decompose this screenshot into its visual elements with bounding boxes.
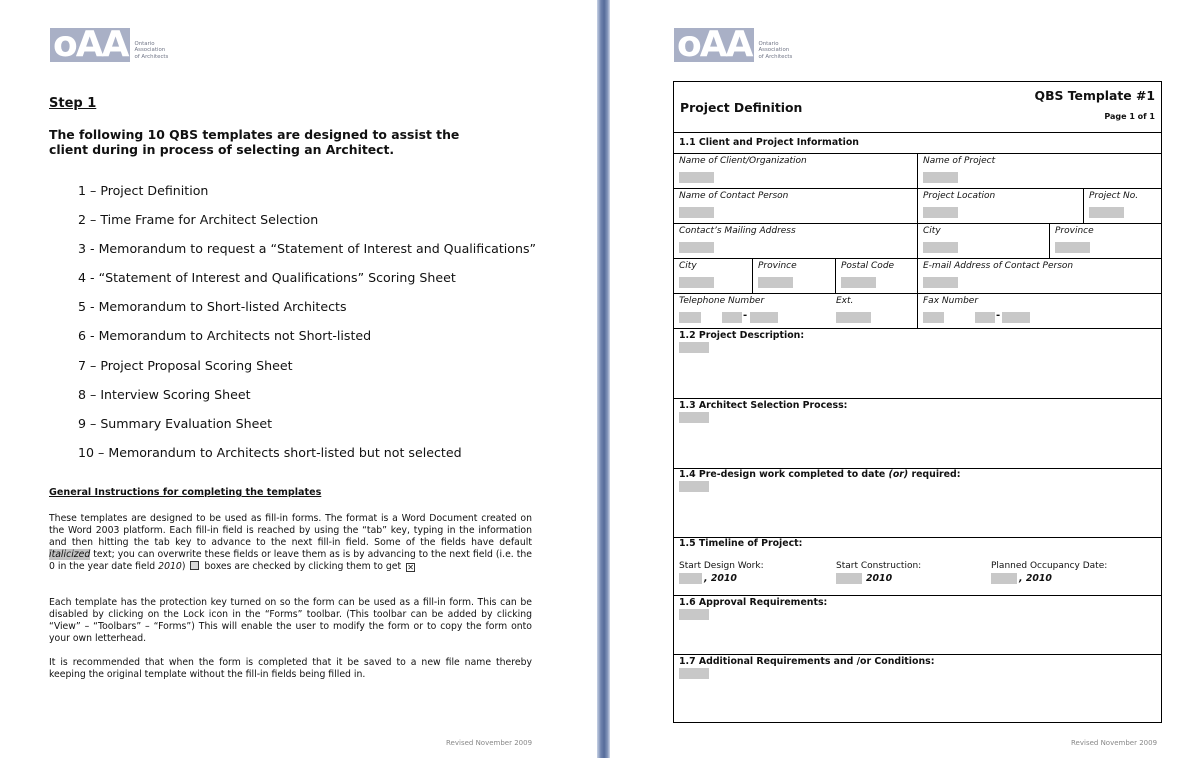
project-name-label: Name of Project [923, 156, 996, 166]
template-number: QBS Template #1 [1034, 88, 1155, 103]
client-name-label: Name of Client/Organization [679, 156, 807, 166]
form-page [610, 0, 1202, 758]
telephone-area-field[interactable] [679, 312, 701, 323]
mailing-address-field[interactable] [679, 242, 714, 253]
instructions-paragraph-1: These templates are designed to be used as fill-in forms. The format is a Word Document created on the Word 2003 platform. Each fill-in field is reached by using the “tab” key, typing in the information and then hitting the tab key to advance to the next fill-in field. Some of the fields have default italicized text; you can overwrite these fields or leave them as is by advancing to the next field (i.e. the 0 in the year date field 2010) boxes are checked by clicking them to get ✕ [49, 513, 532, 572]
project-location-field[interactable] [923, 207, 958, 218]
start-design-field[interactable] [679, 573, 702, 584]
project-name-field[interactable] [923, 172, 958, 183]
contact-name-field[interactable] [679, 207, 714, 218]
province-field[interactable] [1055, 242, 1090, 253]
revised-footer: Revised November 2009 [446, 739, 533, 747]
oaa-logo [50, 24, 169, 65]
start-design-label: Start Design Work: [679, 561, 764, 571]
section-1-5-heading: 1.5 Timeline of Project: [679, 538, 803, 549]
intro-text: The following 10 QBS templates are designed to assist the client during in process of selecting an Architect. [49, 127, 460, 157]
section-1-6-heading: 1.6 Approval Requirements: [679, 597, 828, 608]
form-title: Project Definition [680, 100, 803, 115]
oaa-logo [674, 24, 793, 65]
unchecked-box-icon [190, 561, 199, 570]
approval-requirements-field[interactable] [679, 609, 709, 620]
selection-process-field[interactable] [679, 412, 709, 423]
start-construction-field[interactable] [836, 573, 862, 584]
city-field[interactable] [923, 242, 958, 253]
telephone-prefix-field[interactable] [722, 312, 742, 323]
planned-occupancy-field[interactable] [991, 573, 1017, 584]
telephone-line-field[interactable] [750, 312, 778, 323]
list-item: 4 - “Statement of Interest and Qualifications” Scoring Sheet [78, 270, 456, 286]
project-number-label: Project No. [1089, 191, 1139, 201]
list-item: 7 – Project Proposal Scoring Sheet [78, 357, 293, 373]
list-item: 10 – Memorandum to Architects short-listed but not selected [78, 444, 462, 460]
checked-box-icon: ✕ [407, 563, 414, 572]
highlighted-word: italicized [49, 549, 91, 560]
section-1-7-heading: 1.7 Additional Requirements and /or Conditions: [679, 656, 935, 667]
section-1-2-heading: 1.2 Project Description: [679, 330, 805, 341]
page-indicator: Page 1 of 1 [1104, 112, 1155, 121]
postal-code-field[interactable] [841, 277, 876, 288]
predesign-work-field[interactable] [679, 481, 709, 492]
instructions-paragraph-3: It is recommended that when the form is completed that it be saved to a new file name thereby keeping the original template without the fill-in fields being filled in. [49, 657, 532, 680]
ext-label: Ext. [836, 296, 854, 306]
project-definition-form: Project Definition QBS Template #1 Page 1 of 1 1.1 Client and Project Information Name of Client/Organization Name of Project Name of Contact Person Project Location Project No. Contact’s Mailing Address City Province City Province Postal Code E-mail Address of Contact Person Telephone Number - Ext. Fax Number - 1.2 Project Description: 1.3 Architect Selection Process: 1.4 Pre-design work completed to date (or) required: 1.5 Timeline of Project: Start Design Work: , 2010 Start Construction: 2010 Planned Occupancy Date: , 2010 1.6 Approval Requirements: 1.7 Additional Requirements and /or Conditions: [673, 81, 1162, 723]
start-design-year[interactable]: , 2010 [704, 573, 737, 584]
email-label: E-mail Address of Contact Person [923, 261, 1074, 271]
ext-field[interactable] [836, 312, 871, 323]
planned-occupancy-label: Planned Occupancy Date: [991, 561, 1108, 571]
page-gutter [597, 0, 610, 758]
contact-city-label: City [679, 261, 697, 271]
email-field[interactable] [923, 277, 958, 288]
revised-footer: Revised November 2009 [1071, 739, 1158, 747]
contact-city-field[interactable] [679, 277, 714, 288]
fax-prefix-field[interactable] [975, 312, 995, 323]
instructions-page [0, 0, 597, 758]
province-label: Province [1055, 226, 1094, 236]
contact-name-label: Name of Contact Person [679, 191, 789, 201]
client-name-field[interactable] [679, 172, 714, 183]
postal-code-label: Postal Code [841, 261, 895, 271]
fax-area-field[interactable] [923, 312, 944, 323]
step-title: Step 1 [49, 96, 97, 111]
fax-label: Fax Number [923, 296, 979, 306]
list-item: 2 – Time Frame for Architect Selection [78, 212, 319, 228]
planned-occupancy-year[interactable]: , 2010 [1019, 573, 1052, 584]
list-item: 9 – Summary Evaluation Sheet [78, 415, 273, 431]
section-1-1-heading: 1.1 Client and Project Information [679, 137, 859, 148]
start-construction-year[interactable]: 2010 [866, 573, 893, 584]
start-construction-label: Start Construction: [836, 561, 922, 571]
list-item: 8 – Interview Scoring Sheet [78, 386, 251, 402]
city-label: City [923, 226, 941, 236]
contact-province-label: Province [758, 261, 797, 271]
instructions-paragraph-2: Each template has the protection key turned on so the form can be used as a fill-in form. This can be disabled by clicking on the Lock icon in the “Forms” toolbar. (This toolbar can be added by clicking “View” – “Toolbars” – “Forms”) This will enable the user to modify the form or to copy the form onto your own letterhead. [49, 597, 532, 644]
section-1-3-heading: 1.3 Architect Selection Process: [679, 400, 848, 411]
project-number-field[interactable] [1089, 207, 1124, 218]
mailing-address-label: Contact’s Mailing Address [679, 226, 796, 236]
instructions-heading: General Instructions for completing the templates [49, 487, 322, 498]
list-item: 1 – Project Definition [78, 183, 209, 198]
telephone-label: Telephone Number [679, 296, 765, 306]
contact-province-field[interactable] [758, 277, 793, 288]
additional-requirements-field[interactable] [679, 668, 709, 679]
list-item: 6 - Memorandum to Architects not Short-listed [78, 328, 372, 344]
list-item: 3 - Memorandum to request a “Statement of Interest and Qualifications” [78, 241, 537, 257]
logo-mark: oAA [674, 28, 754, 62]
logo-org-name: Ontario Association of Architects [134, 41, 169, 60]
section-1-4-heading: 1.4 Pre-design work completed to date (or) required: [679, 469, 961, 480]
list-item: 5 - Memorandum to Short-listed Architects [78, 299, 347, 315]
template-list [78, 183, 536, 474]
logo-mark: oAA [50, 28, 130, 62]
project-description-field[interactable] [679, 342, 709, 353]
project-location-label: Project Location [923, 191, 996, 201]
fax-line-field[interactable] [1002, 312, 1030, 323]
logo-org-name: Ontario Association of Architects [758, 41, 793, 60]
